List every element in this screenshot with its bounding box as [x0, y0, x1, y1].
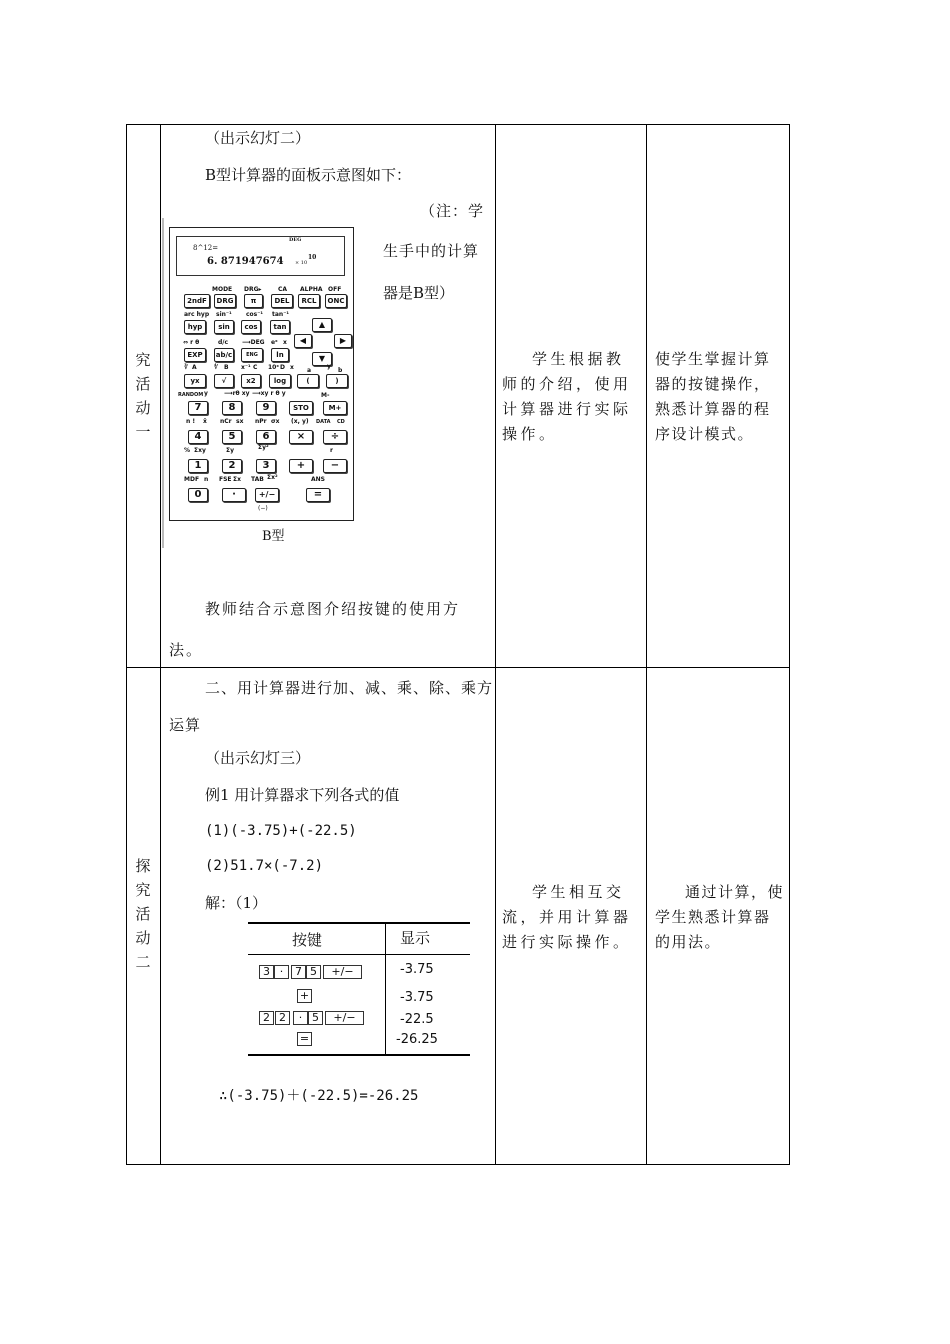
key-drg[interactable]: DRG: [214, 294, 236, 308]
arrow-left-key[interactable]: ◀: [294, 334, 312, 348]
key-ln[interactable]: ln: [271, 348, 289, 362]
key-label: ⟶xy r θ y: [252, 390, 286, 397]
key-2[interactable]: 2: [222, 459, 242, 473]
key-label: n: [204, 476, 209, 483]
row1-purpose: 使学生掌握计算器的按键操作，熟悉计算器的程序设计模式。: [655, 350, 771, 443]
key-label: ∜: [214, 364, 219, 371]
key-label: eˣ: [271, 339, 278, 346]
key-label: n !: [186, 418, 196, 425]
key-tile: 2: [259, 1011, 274, 1025]
display-value: -3.75: [400, 990, 434, 1005]
key-divide[interactable]: ÷: [323, 430, 347, 444]
arrow-right-key[interactable]: ▶: [334, 334, 352, 348]
keytable-header-display: 显示: [400, 929, 431, 947]
calculator-caption: B型: [262, 529, 285, 544]
key-eng[interactable]: ENG: [241, 348, 263, 362]
scan-edge: [162, 218, 164, 548]
row2-example: 例1 用计算器求下列各式的值: [205, 786, 400, 804]
display-exp-base: × 10: [295, 260, 308, 266]
key-label: ∛: [184, 364, 189, 371]
display-value: -22.5: [400, 1012, 434, 1027]
key-label: x: [283, 339, 287, 346]
row2-q1: (1)(-3.75)+(-22.5): [205, 823, 357, 839]
table-border-bottom: [126, 1164, 790, 1165]
key-label: tan⁻¹: [272, 311, 289, 318]
display-expression: 8^12=: [193, 244, 219, 252]
key-label: ⟶DEG: [242, 339, 265, 346]
key-label: y: [327, 363, 331, 370]
key-m-plus[interactable]: M+: [323, 401, 347, 415]
arrow-down-key[interactable]: ▼: [312, 352, 332, 366]
key-equals[interactable]: =: [306, 488, 330, 502]
key-label: C: [253, 364, 258, 371]
key-tile: ·: [293, 1011, 308, 1025]
table-border-right: [789, 124, 790, 1165]
key-label: ⟶rθ xy: [224, 390, 250, 397]
key-tile: 3: [259, 965, 274, 979]
display-exp: 10: [308, 254, 317, 261]
table-col-divider-1: [160, 124, 161, 1165]
row1-intro: B型计算器的面板示意图如下：: [205, 166, 412, 184]
calculator-diagram: [169, 227, 354, 521]
key-label: y: [204, 390, 208, 397]
row1-label-char: 一: [135, 423, 151, 441]
key-tile: 5: [308, 1011, 323, 1025]
key-label: TAB: [251, 476, 264, 483]
key-minus[interactable]: −: [323, 459, 347, 473]
row2-label-char: 动: [135, 929, 151, 947]
row1-note-line1: （注：学: [420, 202, 485, 220]
key-6[interactable]: 6: [256, 430, 276, 444]
row2-label-char: 活: [135, 905, 151, 923]
row2-conclusion: ∴(-3.75)＋(-22.5)=-26.25: [219, 1088, 419, 1104]
row1-note-line2: 生手中的计算: [383, 242, 480, 260]
key-4[interactable]: 4: [188, 430, 208, 444]
key-tile: 7: [291, 965, 306, 979]
key-label: A: [192, 364, 197, 371]
key-log[interactable]: log: [269, 374, 291, 388]
row2-label: [133, 854, 153, 974]
row2-label-char: 二: [135, 953, 151, 971]
arrow-up-key[interactable]: ▲: [312, 318, 332, 332]
key-label: Σy: [226, 447, 235, 454]
key-decimal[interactable]: ·: [222, 488, 246, 502]
key-8[interactable]: 8: [222, 401, 242, 415]
key-label: b: [338, 367, 343, 374]
key-on-c[interactable]: ONC: [325, 294, 347, 308]
row1-student: 学生根据教师的介绍，使用计算器进行实际操作。: [502, 350, 632, 443]
key-label: σx: [271, 418, 280, 425]
keytable-header-line: [248, 954, 470, 955]
row2-label-char: 究: [135, 881, 151, 899]
key-label: CD: [337, 419, 345, 425]
key-del[interactable]: DEL: [271, 294, 293, 308]
key-label: Σxy: [194, 447, 206, 454]
key-label: x: [290, 364, 294, 371]
key-5[interactable]: 5: [222, 430, 242, 444]
row1-label-char: 究: [135, 351, 151, 369]
key-hyp[interactable]: hyp: [184, 320, 206, 334]
key-tile: +: [297, 989, 312, 1003]
key-label: (−): [258, 505, 268, 512]
key-label: B: [224, 364, 229, 371]
key-label: M-: [321, 392, 330, 399]
key-9[interactable]: 9: [256, 401, 276, 415]
keytable-col-line: [385, 922, 386, 1056]
keytable-top-line: [248, 922, 470, 924]
key-label: d/c: [218, 339, 229, 346]
key-open-paren[interactable]: (: [297, 374, 319, 388]
key-plus[interactable]: +: [289, 459, 313, 473]
row2-solution: 解：（1）: [205, 894, 268, 912]
key-tile: +/−: [325, 1011, 364, 1025]
key-label: Σy²: [258, 444, 269, 451]
key-label: ANS: [311, 476, 325, 483]
key-label: arc hyp: [184, 311, 210, 318]
key-1[interactable]: 1: [188, 459, 208, 473]
row2-slide: （出示幻灯三）: [205, 749, 311, 767]
key-0[interactable]: 0: [188, 488, 208, 502]
row2-heading: 二、用计算器进行加、减、乘、除、乘方运算: [169, 679, 494, 734]
key-label: r: [330, 447, 333, 454]
row1-label-char: 动: [135, 399, 151, 417]
row2-student: 学生相互交流，并用计算器进行实际操作。: [502, 883, 632, 951]
key-label: x̄: [203, 418, 207, 425]
key-sin[interactable]: sin: [214, 320, 234, 334]
display-deg: DEG: [289, 237, 302, 243]
key-label: DATA: [316, 419, 331, 425]
table-border-left: [126, 124, 127, 1165]
key-label: 10ˣ: [268, 364, 279, 371]
calculator-display: [176, 236, 345, 276]
table-border-top: [126, 124, 790, 125]
row2-q2: (2)51.7×(-7.2): [205, 858, 324, 874]
key-cos[interactable]: cos: [241, 320, 261, 334]
key-sto[interactable]: STO: [289, 401, 313, 415]
keytable-bottom-line: [248, 1054, 470, 1056]
display-value: -26.25: [396, 1032, 438, 1047]
key-label: sin⁻¹: [216, 311, 232, 318]
key-rcl[interactable]: RCL: [298, 294, 320, 308]
row2-purpose: 通过计算，使学生熟悉计算器的用法。: [655, 883, 785, 951]
key-label: DRG▸: [244, 286, 262, 293]
key-negate[interactable]: +/−: [255, 488, 279, 502]
key-tile: 2: [275, 1011, 290, 1025]
row1-label-char: 活: [135, 375, 151, 393]
key-tile: 5: [306, 965, 321, 979]
key-tile: ·: [274, 965, 289, 979]
key-label: FSE: [219, 476, 232, 483]
key-exp[interactable]: EXP: [184, 348, 206, 362]
key-3[interactable]: 3: [256, 459, 276, 473]
row2-label-char: 探: [135, 857, 151, 875]
key-label: ALPHA: [300, 286, 323, 293]
display-value: 6. 871947674: [207, 256, 284, 267]
key-label: nPr: [255, 418, 267, 425]
key-tile: +/−: [323, 965, 362, 979]
row1-teacher-text: 教师结合示意图介绍按键的使用方法。: [169, 600, 461, 659]
key-sqrt[interactable]: √: [214, 374, 234, 388]
key-label: Σx: [233, 476, 241, 483]
key-label: ⇔ r θ: [183, 339, 200, 346]
key-pi[interactable]: π: [244, 294, 263, 308]
key-display-table: [248, 922, 470, 1056]
key-label: CA: [278, 286, 288, 293]
key-label: Σx²: [267, 474, 278, 481]
key-label: cos⁻¹: [246, 311, 264, 318]
key-label: RANDOM: [178, 392, 204, 398]
key-label: (x, y): [291, 418, 309, 425]
table-col-divider-2: [495, 124, 496, 1165]
keytable-header-keys: 按键: [292, 931, 323, 949]
key-power[interactable]: yx: [184, 374, 206, 388]
row1-note-line3: 器是B型）: [383, 284, 455, 302]
key-label: nCr: [220, 418, 232, 425]
key-label: %: [184, 447, 191, 454]
key-square[interactable]: x2: [241, 374, 261, 388]
key-tan[interactable]: tan: [270, 320, 290, 334]
table-col-divider-3: [646, 124, 647, 1165]
key-label: sx: [236, 418, 244, 425]
key-multiply[interactable]: ×: [289, 430, 313, 444]
key-fraction[interactable]: ab/c: [214, 348, 234, 362]
row1-slide: （出示幻灯二）: [205, 129, 311, 147]
key-7[interactable]: 7: [188, 401, 208, 415]
row1-label: [133, 348, 153, 444]
key-2ndf[interactable]: 2ndF: [184, 294, 210, 308]
display-value: -3.75: [400, 962, 434, 977]
key-label: a: [307, 367, 312, 374]
key-label: MDF: [184, 476, 200, 483]
key-close-paren[interactable]: ): [326, 374, 348, 388]
key-label: D: [280, 364, 285, 371]
key-label: OFF: [328, 286, 342, 293]
key-tile: =: [297, 1032, 312, 1046]
key-label: x⁻¹: [241, 364, 251, 371]
key-label: MODE: [212, 286, 233, 293]
